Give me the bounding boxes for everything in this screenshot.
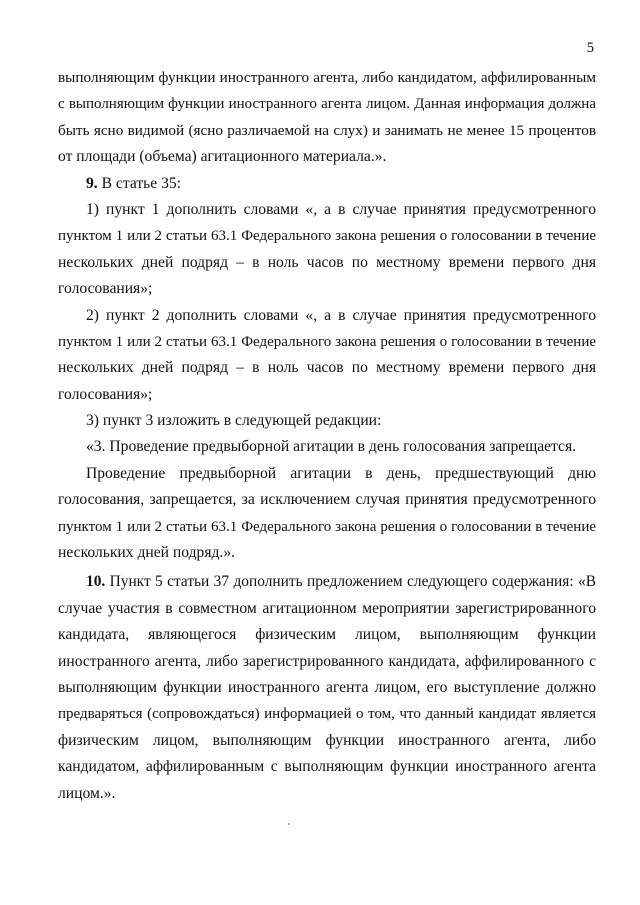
text-line [58, 355, 596, 381]
text-line [58, 91, 596, 117]
text-line [58, 461, 596, 487]
text-line [58, 622, 596, 648]
text-line [58, 754, 596, 780]
line-text: выполняющим функции иностранного агента лицом, его выступление должно [58, 678, 596, 696]
line-text: голосования, запрещается, за исключением случая принятия предусмотренного [58, 491, 596, 509]
line-text: предваряться (сопровождаться) информацией о том, что данный кандидат является [58, 706, 596, 723]
line-text: 3) пункт 3 изложить в следующей редакции: [86, 412, 382, 430]
text-line [58, 596, 596, 622]
line-text: от площади (объема) агитационного материала.». [58, 148, 387, 166]
text-line [58, 408, 596, 434]
text-line [58, 65, 596, 91]
text-line [58, 144, 596, 170]
line-text: голосования»; [58, 385, 153, 403]
line-text: кандидата, являющегося физическим лицом, выполняющим функции [58, 626, 596, 644]
page-number: 5 [586, 40, 594, 56]
line-text: пунктом 1 или 2 статьи 63.1 Федерального закона решения о голосовании в течение [58, 333, 596, 350]
text-line [58, 781, 596, 807]
line-text: пунктом 1 или 2 статьи 63.1 Федерального закона решения о голосовании в течение [58, 518, 596, 535]
line-text: 2) пункт 2 дополнить словами «, а в случае принятия предусмотренного [86, 306, 596, 324]
line-text: с выполняющим функции иностранного агента лицом. Данная информация должна [58, 96, 596, 113]
line-text: кандидатом, аффилированным с выполняющим функции иностранного агента [58, 758, 596, 776]
line-text: нескольких дней подряд – в ноль часов по местному времени первого дня [58, 359, 596, 377]
line-text: физическим лицом, выполняющим функции иностранного агента, либо [58, 731, 596, 749]
text-line [58, 171, 596, 197]
line-text: Проведение предвыборной агитации в день, предшествующий дню [86, 464, 596, 482]
text-line [58, 487, 596, 513]
scan-speck [288, 823, 290, 825]
text-line [58, 728, 596, 754]
text-line [58, 434, 596, 460]
text-line [58, 569, 596, 595]
line-text: В статье 35: [97, 174, 182, 192]
line-text: выполняющим функции иностранного агента, либо кандидатом, аффилированным [58, 69, 596, 86]
line-text: 1) пункт 1 дополнить словами «, а в случае принятия предусмотренного [86, 200, 596, 218]
line-text: Пункт 5 статьи 37 дополнить предложением следующего содержания: «В [105, 573, 596, 591]
text-line [58, 303, 596, 329]
text-line [58, 540, 596, 566]
line-text: лицом.». [58, 784, 116, 802]
line-text: «3. Проведение предвыборной агитации в день голосования запрещается. [86, 438, 577, 456]
item-number: 9. [86, 174, 98, 192]
line-text: нескольких дней подряд.». [58, 544, 236, 562]
text-line [58, 329, 596, 355]
text-line [58, 382, 596, 408]
text-line [58, 514, 596, 540]
line-text: быть ясно видимой (ясно различаемой на слух) и занимать не менее 15 процентов [58, 121, 596, 139]
text-line [58, 649, 596, 675]
text-line [58, 276, 596, 302]
line-text: пунктом 1 или 2 статьи 63.1 Федерального закона решения о голосовании в течение [58, 228, 596, 245]
document-body [58, 65, 596, 807]
line-text: голосования»; [58, 280, 153, 298]
text-line [58, 223, 596, 249]
line-text: нескольких дней подряд – в ноль часов по местному времени первого дня [58, 253, 596, 271]
line-text: иностранного агента, либо зарегистрированного кандидата, аффилированного с [58, 652, 596, 670]
line-text: случае участия в совместном агитационном мероприятии зарегистрированного [58, 599, 596, 617]
text-line [58, 197, 596, 223]
item-number: 10. [86, 573, 106, 591]
text-line [58, 701, 596, 727]
text-line [58, 118, 596, 144]
text-line [58, 250, 596, 276]
text-line [58, 675, 596, 701]
